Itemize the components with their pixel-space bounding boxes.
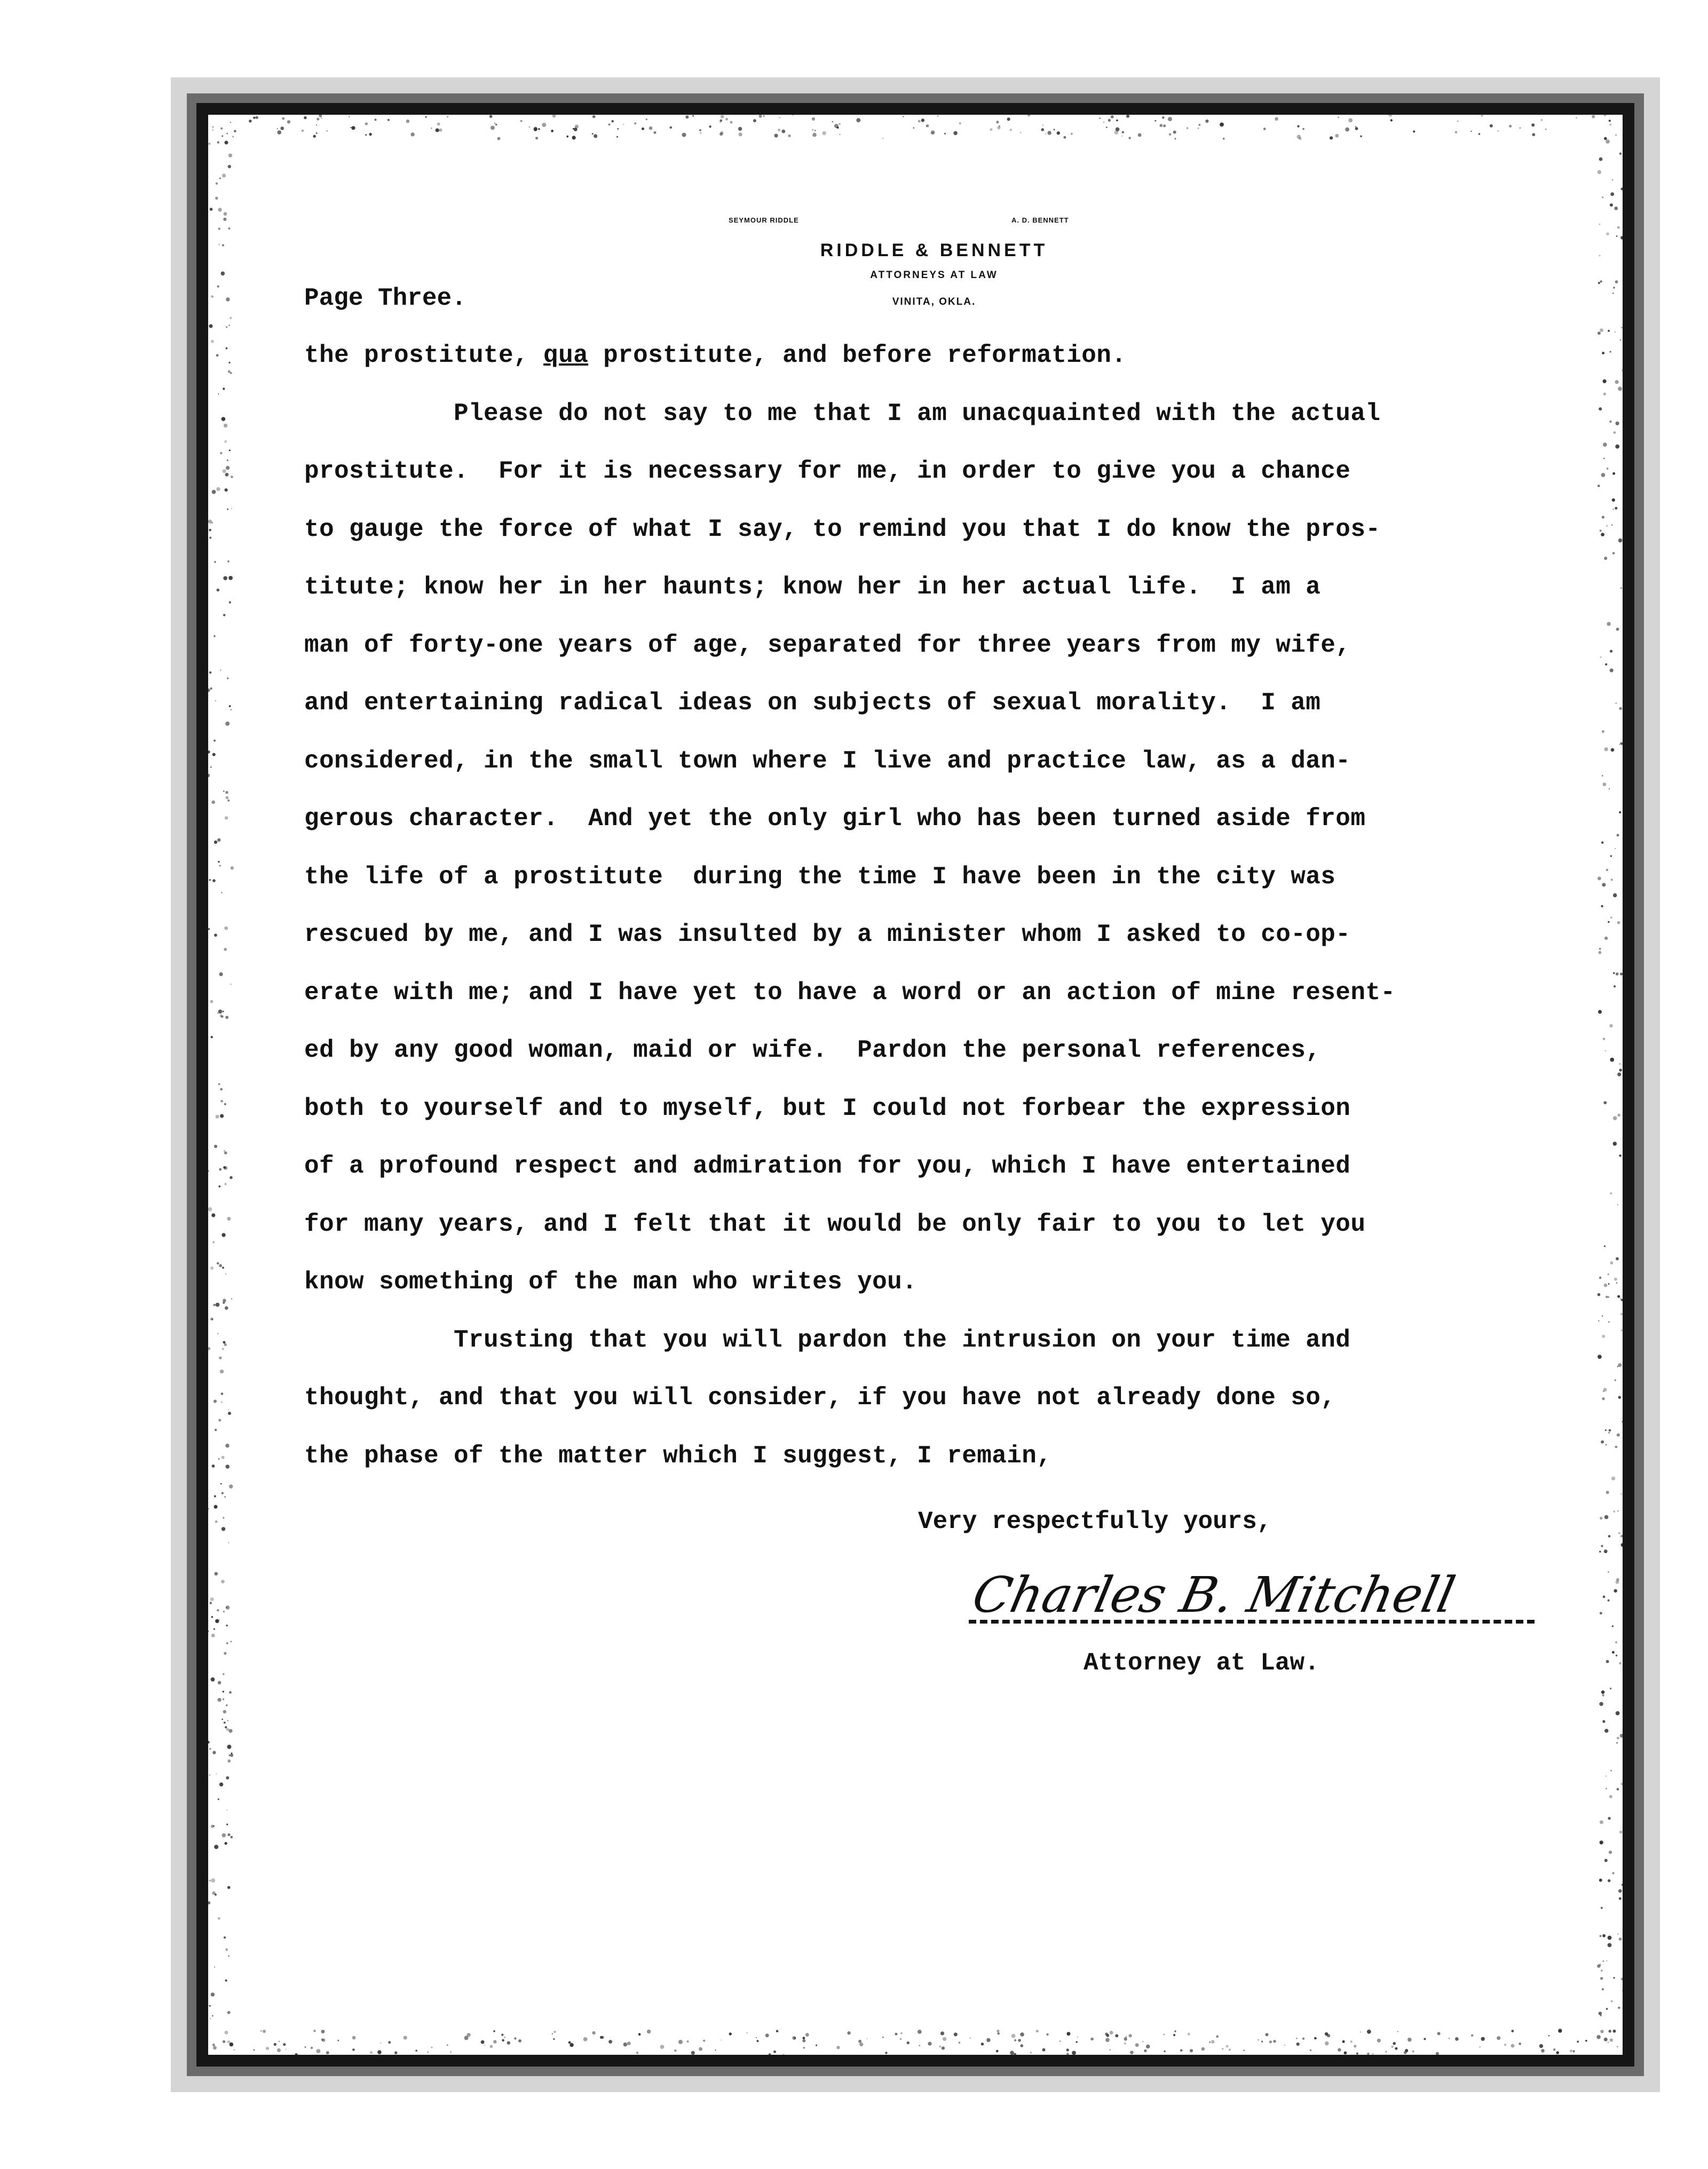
body-line — [304, 516, 1380, 543]
body-line — [304, 689, 1320, 717]
body-text: rescued by me, and I was insulted by a minister whom I asked to co-op- — [304, 921, 1351, 948]
body-text: prostitute, and before reformation. — [588, 342, 1127, 369]
body-text: to gauge the force of what I say, to remind you that I do know the pros- — [304, 516, 1381, 543]
body-line — [304, 1036, 1320, 1064]
letterhead-subtitle: ATTORNEYS AT LAW — [870, 270, 998, 281]
page-label: Page Three. — [304, 284, 466, 312]
body-line — [304, 979, 1395, 1007]
body-text: titute; know her in her haunts; know her in her actual life. I am a — [304, 573, 1321, 601]
body-line — [304, 342, 1126, 369]
body-text: considered, in the small town where I live and practice law, as a dan- — [304, 747, 1351, 775]
underlined-word: qua — [543, 342, 589, 369]
body-text: the prostitute, — [304, 342, 544, 369]
body-line — [304, 1442, 1051, 1470]
body-text: the life of a prostitute during the time I have been in the city was — [304, 863, 1336, 891]
body-line — [304, 573, 1320, 601]
body-text: gerous character. And yet the only girl who has been turned aside from — [304, 805, 1366, 833]
body-line — [304, 1152, 1350, 1180]
body-line — [304, 457, 1350, 485]
body-line — [304, 1095, 1350, 1122]
body-line — [304, 863, 1335, 891]
closing: Very respectfully yours, — [918, 1508, 1272, 1535]
signature-line — [969, 1620, 1535, 1624]
partner-left: SEYMOUR RIDDLE — [729, 216, 799, 224]
partner-right: A. D. BENNETT — [1011, 216, 1069, 224]
body-text: Trusting that you will pardon the intrusion on your time and — [304, 1326, 1351, 1354]
signature — [971, 1556, 1532, 1630]
body-text: ed by any good woman, maid or wife. Pardon the personal references, — [304, 1036, 1321, 1064]
body-text: know something of the man who writes you. — [304, 1268, 918, 1296]
body-text: Please do not say to me that I am unacquainted with the actual — [304, 400, 1381, 428]
body-text: both to yourself and to myself, but I could not forbear the expression — [304, 1095, 1351, 1122]
letter-sheet — [208, 115, 1623, 2055]
signer-title: Attorney at Law. — [1084, 1649, 1319, 1677]
body-text: of a profound respect and admiration for you, which I have entertained — [304, 1152, 1351, 1180]
body-text: the phase of the matter which I suggest, I remain, — [304, 1442, 1052, 1470]
body-line — [304, 400, 1380, 428]
body-line — [304, 1268, 917, 1296]
body-text: man of forty-one years of age, separated for three years from my wife, — [304, 631, 1351, 659]
letterhead-city: VINITA, OKLA. — [892, 296, 976, 307]
document-page — [208, 115, 1623, 2055]
body-line — [304, 1210, 1365, 1238]
body-text: erate with me; and I have yet to have a word or an action of mine resent- — [304, 979, 1396, 1007]
body-text: prostitute. For it is necessary for me, in order to give you a chance — [304, 457, 1351, 485]
body-line — [304, 631, 1350, 659]
body-text: for many years, and I felt that it would be only fair to you to let you — [304, 1210, 1366, 1238]
body-line — [304, 747, 1350, 775]
body-line — [304, 1326, 1350, 1354]
body-line — [304, 921, 1350, 948]
body-line — [304, 1384, 1335, 1412]
body-text: thought, and that you will consider, if you have not already done so, — [304, 1384, 1336, 1412]
signature-image: Charles B. Mitchell — [971, 1566, 1460, 1624]
letterhead-firm: RIDDLE & BENNETT — [820, 240, 1048, 260]
body-text: and entertaining radical ideas on subjects of sexual morality. I am — [304, 689, 1321, 717]
body-line — [304, 805, 1365, 833]
